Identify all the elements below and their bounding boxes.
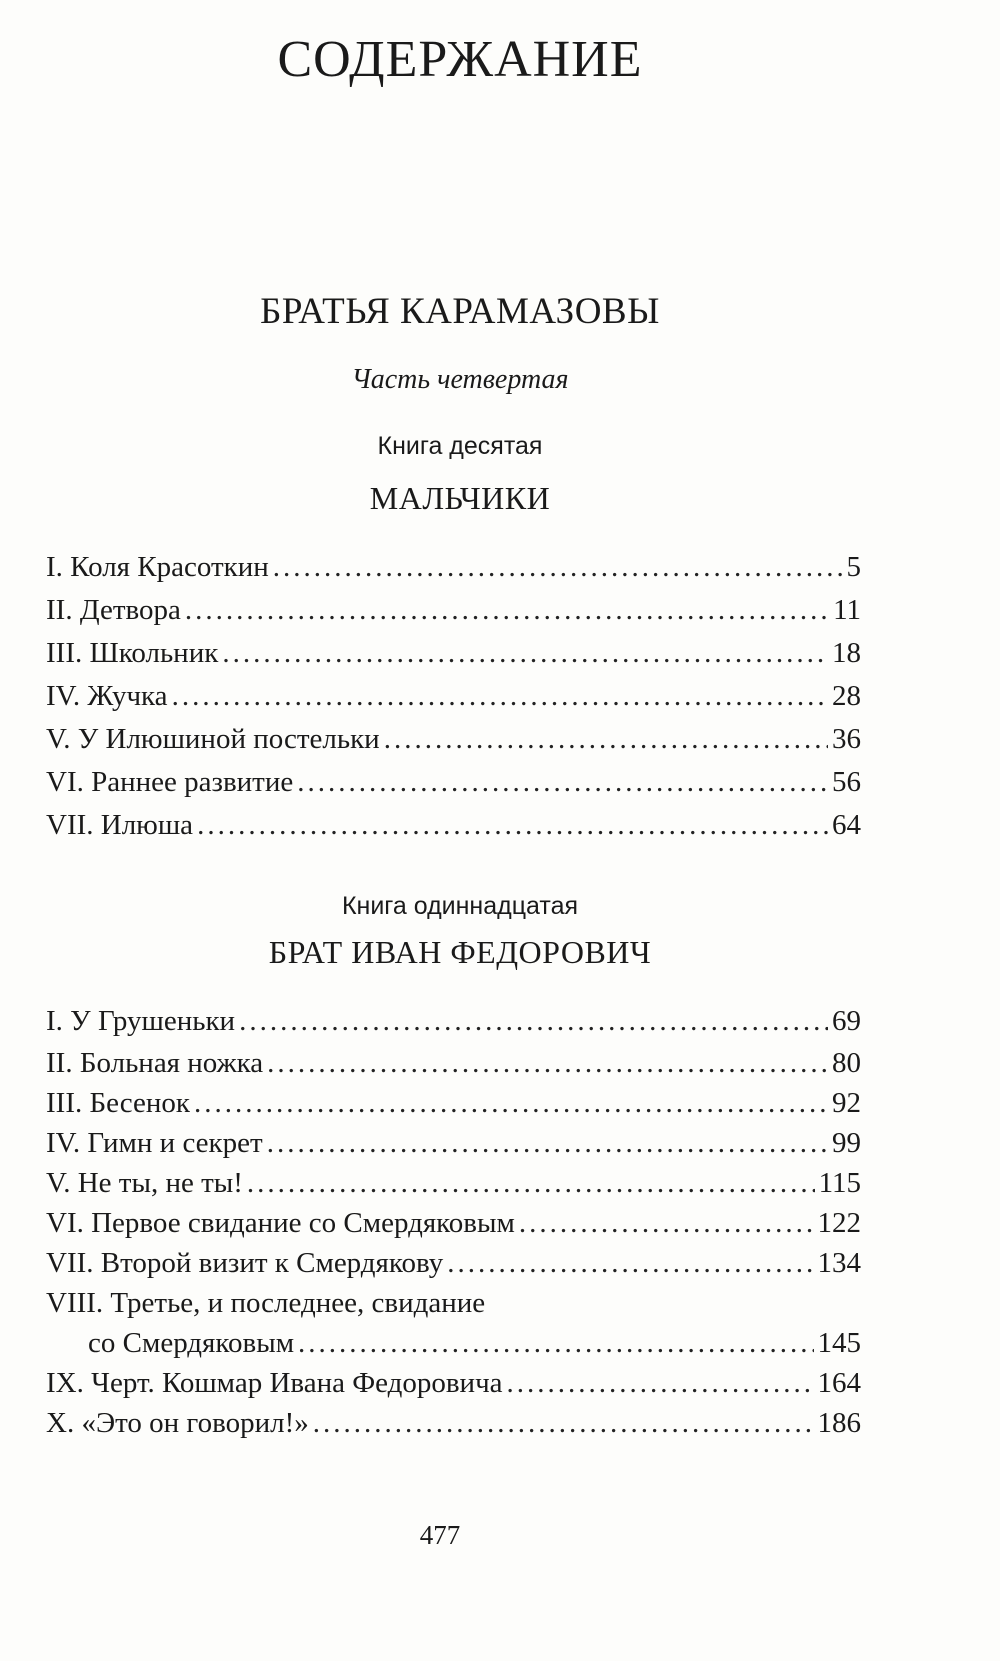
page-number: 99	[832, 1127, 861, 1159]
dot-leader	[507, 1363, 814, 1403]
toc-entry[interactable]	[46, 1203, 861, 1243]
page-number: 164	[817, 1367, 861, 1399]
chapter-title: «Это он говорил!»	[81, 1407, 309, 1439]
toc-entry[interactable]	[46, 1043, 861, 1083]
page-number: 36	[832, 723, 861, 755]
page-number: 18	[832, 637, 861, 669]
page-number: 92	[832, 1087, 861, 1119]
page-number: 64	[832, 809, 861, 841]
chapter-number: V.	[46, 1167, 71, 1199]
chapter-number: IV.	[46, 680, 81, 712]
toc-entry[interactable]	[46, 1000, 861, 1043]
dot-leader	[194, 1083, 828, 1123]
page-number: 122	[817, 1207, 861, 1239]
toc-entry[interactable]	[46, 761, 861, 804]
toc-entry[interactable]	[46, 718, 861, 761]
dot-leader	[267, 1123, 828, 1163]
chapter-number: V.	[46, 723, 71, 755]
chapter-title: Раннее развитие	[91, 766, 294, 798]
dot-leader	[273, 546, 843, 589]
toc-entry[interactable]	[46, 1163, 861, 1203]
folio-page-number: 477	[419, 1520, 461, 1550]
dot-leader	[298, 1323, 813, 1363]
page-number: 28	[832, 680, 861, 712]
dot-leader	[519, 1203, 814, 1243]
page-title: СОДЕРЖАНИЕ	[277, 31, 643, 88]
chapter-number: VII.	[46, 1247, 94, 1279]
chapter-title: У Илюшиной постельки	[77, 723, 380, 755]
toc-entry-continuation[interactable]	[46, 1323, 861, 1363]
page-number: 80	[832, 1047, 861, 1079]
page-number: 145	[817, 1327, 861, 1359]
chapter-title: Школьник	[89, 637, 219, 669]
chapter-title: Черт. Кошмар Ивана Федоровича	[91, 1367, 503, 1399]
toc-entry[interactable]	[46, 1123, 861, 1163]
dot-leader	[197, 804, 828, 847]
dot-leader	[172, 675, 828, 718]
chapter-number: II.	[46, 1047, 73, 1079]
toc-entry[interactable]	[46, 1283, 861, 1323]
chapter-number: IV.	[46, 1127, 81, 1159]
chapter-number: X.	[46, 1407, 75, 1439]
chapter-title: Гимн и секрет	[87, 1127, 263, 1159]
dot-leader	[222, 632, 828, 675]
chapter-number: II.	[46, 594, 73, 626]
chapter-title: Детвора	[79, 594, 181, 626]
chapter-number: VI.	[46, 1207, 84, 1239]
toc-entry[interactable]	[46, 1363, 861, 1403]
toc-entry[interactable]	[46, 1403, 861, 1443]
chapter-number: VII.	[46, 809, 94, 841]
page-number: 134	[817, 1247, 861, 1279]
page-number: 11	[833, 594, 861, 626]
part-title: Часть четвертая	[351, 364, 569, 395]
toc-entry[interactable]	[46, 546, 861, 589]
toc-list	[46, 546, 861, 847]
chapter-title: Больная ножка	[79, 1047, 264, 1079]
chapter-title: Второй визит к Смердякову	[100, 1247, 444, 1279]
chapter-title: Коля Красоткин	[70, 551, 269, 583]
dot-leader	[313, 1403, 814, 1443]
chapter-number: I.	[46, 1005, 63, 1037]
chapter-title-continuation: со Смердяковым	[88, 1327, 295, 1359]
toc-entry[interactable]	[46, 804, 861, 847]
dot-leader	[447, 1243, 813, 1283]
page-number: 115	[818, 1167, 861, 1199]
chapter-title: Первое свидание со Смердяковым	[91, 1207, 515, 1239]
book-label: Книга десятая	[377, 432, 543, 460]
chapter-title: Жучка	[87, 680, 168, 712]
dot-leader	[247, 1163, 815, 1203]
toc-entry[interactable]	[46, 632, 861, 675]
chapter-title: Илюша	[100, 809, 194, 841]
page-number: 56	[832, 766, 861, 798]
dot-leader	[185, 589, 829, 632]
toc-entry[interactable]	[46, 675, 861, 718]
chapter-number: IX.	[46, 1367, 84, 1399]
chapter-title: Бесенок	[89, 1087, 190, 1119]
chapter-number: III.	[46, 1087, 83, 1119]
book-label: Книга одиннадцатая	[341, 892, 579, 920]
dot-leader	[267, 1043, 828, 1083]
chapter-title: У Грушеньки	[70, 1005, 236, 1037]
chapter-number: I.	[46, 551, 63, 583]
chapter-title: Третье, и последнее, свидание	[110, 1287, 486, 1319]
toc-entry[interactable]	[46, 589, 861, 632]
book-title: МАЛЬЧИКИ	[369, 480, 551, 516]
book-title: БРАТ ИВАН ФЕДОРОВИЧ	[268, 934, 652, 970]
page-number: 69	[832, 1005, 861, 1037]
page-number: 186	[817, 1407, 861, 1439]
chapter-number: VIII.	[46, 1287, 104, 1319]
toc-list	[46, 1000, 861, 1443]
chapter-title: Не ты, не ты!	[77, 1167, 243, 1199]
toc-entry[interactable]	[46, 1243, 861, 1283]
chapter-number: VI.	[46, 766, 84, 798]
dot-leader	[384, 718, 828, 761]
chapter-number: III.	[46, 637, 83, 669]
work-title: БРАТЬЯ КАРАМАЗОВЫ	[260, 291, 660, 332]
page-number: 5	[846, 551, 861, 583]
toc-entry[interactable]	[46, 1083, 861, 1123]
dot-leader	[239, 1000, 828, 1043]
dot-leader	[297, 761, 828, 804]
